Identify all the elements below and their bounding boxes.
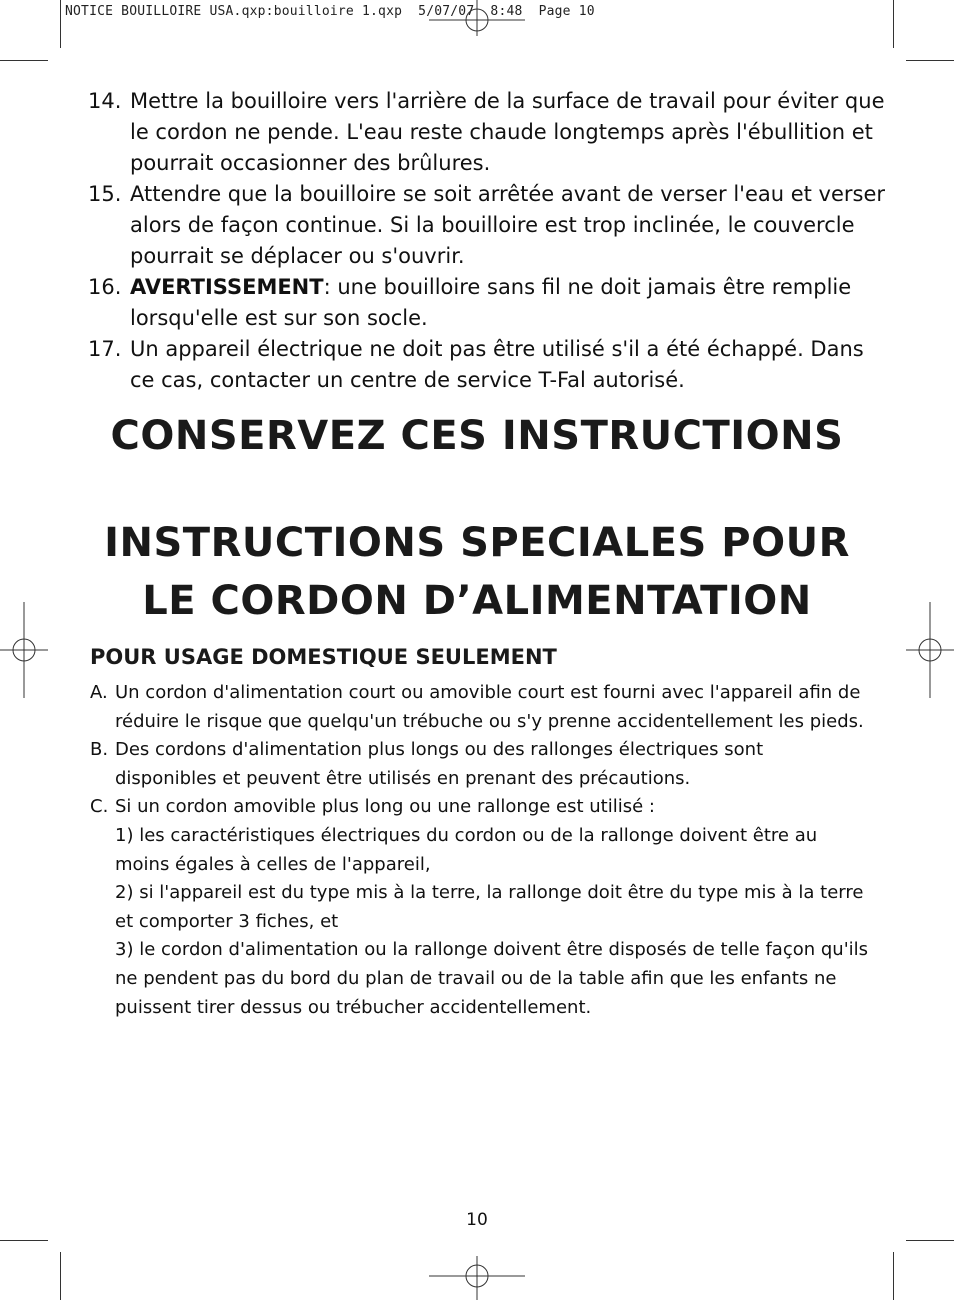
item-number: 15. xyxy=(88,182,122,206)
crop-mark xyxy=(60,1252,61,1300)
cord-list xyxy=(90,679,870,1022)
page-number: 10 xyxy=(466,1210,488,1230)
crop-mark xyxy=(906,60,954,61)
sub-item-text: 3) le cordon d'alimentation ou la rallonge doivent être disposés de telle façon qu'ils ne pendent pas du bord du plan de travail ou de la table afin que les enfants ne puissent tirer dessus ou trébucher accidentellement. xyxy=(115,939,869,1018)
item-label: B. xyxy=(90,739,109,761)
item-number: 14. xyxy=(88,89,122,113)
list-item xyxy=(88,179,888,272)
list-item xyxy=(90,793,870,1022)
item-number: 17. xyxy=(88,337,122,361)
heading-line: LE CORDON D’ALIMENTATION xyxy=(142,578,812,624)
crop-mark xyxy=(893,1252,894,1300)
safety-list xyxy=(88,86,888,396)
crop-mark xyxy=(906,1240,954,1241)
crop-mark xyxy=(0,60,48,61)
list-item xyxy=(90,736,870,793)
list-item xyxy=(88,334,888,396)
item-text: : une bouilloire sans fil ne doit jamais être remplie lorsqu'elle est sur son socle. xyxy=(130,275,852,330)
item-text: Un cordon d'alimentation court ou amovible court est fourni avec l'appareil afin de réduire le risque que quelqu'un trébuche ou s'y prenne accidentellement les pieds. xyxy=(115,682,864,732)
item-text: Si un cordon amovible plus long ou une rallonge est utilisé : xyxy=(115,796,655,818)
list-item xyxy=(88,86,888,179)
registration-mark-icon xyxy=(429,0,525,36)
item-number: 16. xyxy=(88,275,122,299)
subheading-household-use: POUR USAGE DOMESTIQUE SEULEMENT xyxy=(90,645,557,669)
list-item xyxy=(90,679,870,736)
crop-mark xyxy=(893,0,894,48)
sub-item-text: 2) si l'appareil est du type mis à la terre, la rallonge doit être du type mis à la terre et comporter 3 fiches, et xyxy=(115,882,864,932)
heading-line: INSTRUCTIONS SPECIALES POUR xyxy=(104,520,850,566)
item-text: Attendre que la bouilloire se soit arrêtée avant de verser l'eau et verser alors de façon continue. Si la bouilloire est trop inclinée, le couvercle pourrait se déplacer ou s'ouvrir. xyxy=(130,182,886,268)
list-item xyxy=(88,272,888,334)
item-text: Mettre la bouilloire vers l'arrière de la surface de travail pour éviter que le cordon ne pende. L'eau reste chaude longtemps après l'ébullition et pourrait occasionner des brûlures. xyxy=(130,89,885,175)
item-label: A. xyxy=(90,682,108,703)
registration-mark-icon xyxy=(429,1256,525,1300)
item-text-wrapper xyxy=(130,272,888,334)
print-slug: NOTICE BOUILLOIRE USA.qxp:bouilloire 1.qxp 5/07/07 8:48 Page 10 xyxy=(65,4,595,19)
sub-item-text: 1) les caractéristiques électriques du cordon ou de la rallonge doivent être au moins égales à celles de l'appareil, xyxy=(115,824,818,875)
item-text-wrapper xyxy=(115,793,870,1022)
heading-cord-instructions xyxy=(0,514,954,630)
item-label: C. xyxy=(90,796,109,818)
crop-mark xyxy=(60,0,61,48)
crop-mark xyxy=(0,1240,48,1241)
warning-label: AVERTISSEMENT xyxy=(130,275,324,299)
heading-save-instructions: CONSERVEZ CES INSTRUCTIONS xyxy=(110,413,844,459)
item-text: Des cordons d'alimentation plus longs ou des rallonges électriques sont disponibles et peuvent être utilisés en prenant des précautions. xyxy=(115,739,764,789)
item-text: Un appareil électrique ne doit pas être utilisé s'il a été échappé. Dans ce cas, contacter un centre de service T-Fal autorisé. xyxy=(130,337,864,392)
